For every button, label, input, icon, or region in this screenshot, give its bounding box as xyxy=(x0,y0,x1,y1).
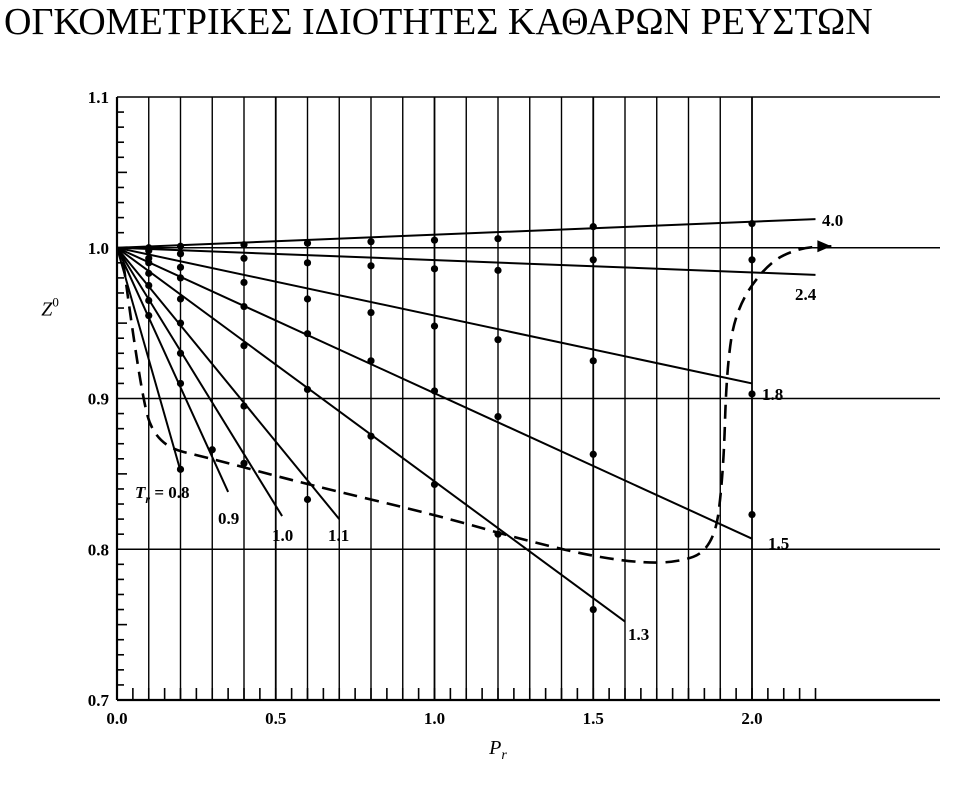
data-point xyxy=(177,466,184,473)
data-point xyxy=(177,350,184,357)
data-point xyxy=(145,282,152,289)
data-point xyxy=(590,256,597,263)
data-point xyxy=(177,320,184,327)
data-point xyxy=(240,255,247,262)
data-point xyxy=(367,357,374,364)
data-point xyxy=(367,262,374,269)
data-point xyxy=(177,243,184,250)
data-point xyxy=(431,237,438,244)
curve-label: $T_r = 0.8$ xyxy=(135,483,190,506)
data-point xyxy=(145,312,152,319)
data-point xyxy=(431,323,438,330)
data-point xyxy=(177,380,184,387)
curve-label: 1.3 xyxy=(628,625,650,644)
curve-label: 4.0 xyxy=(822,211,844,230)
x-tick-label: 0.0 xyxy=(106,709,128,728)
data-point xyxy=(304,259,311,266)
data-point xyxy=(145,270,152,277)
data-point xyxy=(177,274,184,281)
data-point xyxy=(177,250,184,257)
x-tick-label: 1.5 xyxy=(582,709,604,728)
curve-label: 1.0 xyxy=(272,526,294,545)
x-tick-label: 0.5 xyxy=(265,709,287,728)
data-point xyxy=(590,606,597,613)
data-point xyxy=(304,496,311,503)
data-point xyxy=(494,336,501,343)
data-point xyxy=(240,303,247,310)
y-tick-label: 1.0 xyxy=(87,238,109,258)
boundary-arrow-head xyxy=(817,240,831,252)
data-point xyxy=(304,295,311,302)
curve-label: 0.9 xyxy=(218,509,240,528)
data-point xyxy=(367,238,374,245)
y-tick-label: 0.7 xyxy=(87,691,109,710)
data-point xyxy=(240,342,247,349)
data-point xyxy=(145,297,152,304)
data-point xyxy=(590,451,597,458)
data-point xyxy=(748,390,755,397)
y-tick-label: 0.8 xyxy=(87,540,109,560)
data-point xyxy=(748,256,755,263)
curve-label: 1.1 xyxy=(328,526,350,545)
data-point xyxy=(590,357,597,364)
data-point xyxy=(431,481,438,488)
y-axis-title: $Z^0$ xyxy=(41,294,59,321)
data-point xyxy=(177,264,184,271)
page-title: ΟΓΚΟΜΕΤΡΙΚΕΣ ΙΔΙΟΤΗΤΕΣ ΚΑΘΑΡΩΝ ΡΕΥΣΤΩΝ xyxy=(4,1,873,43)
data-point xyxy=(748,220,755,227)
data-point xyxy=(145,255,152,262)
data-point xyxy=(304,240,311,247)
data-point xyxy=(748,511,755,518)
data-point xyxy=(494,235,501,242)
data-point xyxy=(240,279,247,286)
curve-label: 1.5 xyxy=(768,534,790,553)
data-point xyxy=(240,241,247,248)
data-point xyxy=(145,244,152,251)
data-point xyxy=(494,531,501,538)
x-tick-label: 2.0 xyxy=(741,709,763,728)
x-axis-title: $P_r$ xyxy=(489,737,507,763)
data-point xyxy=(367,309,374,316)
series-line-0.9 xyxy=(117,248,228,492)
data-point xyxy=(494,267,501,274)
data-point xyxy=(240,460,247,467)
y-tick-label: 0.9 xyxy=(87,389,109,409)
data-point xyxy=(431,387,438,394)
data-point xyxy=(240,402,247,409)
data-point xyxy=(177,295,184,302)
y-tick-label: 1.1 xyxy=(87,88,109,107)
curve-label: 2.4 xyxy=(795,285,817,304)
data-point xyxy=(304,330,311,337)
data-point xyxy=(494,413,501,420)
data-point xyxy=(590,223,597,230)
curve-label: 1.8 xyxy=(762,385,784,404)
data-point xyxy=(304,386,311,393)
x-tick-label: 1.0 xyxy=(423,709,446,728)
data-point xyxy=(431,265,438,272)
data-point xyxy=(367,433,374,440)
data-point xyxy=(209,446,216,453)
